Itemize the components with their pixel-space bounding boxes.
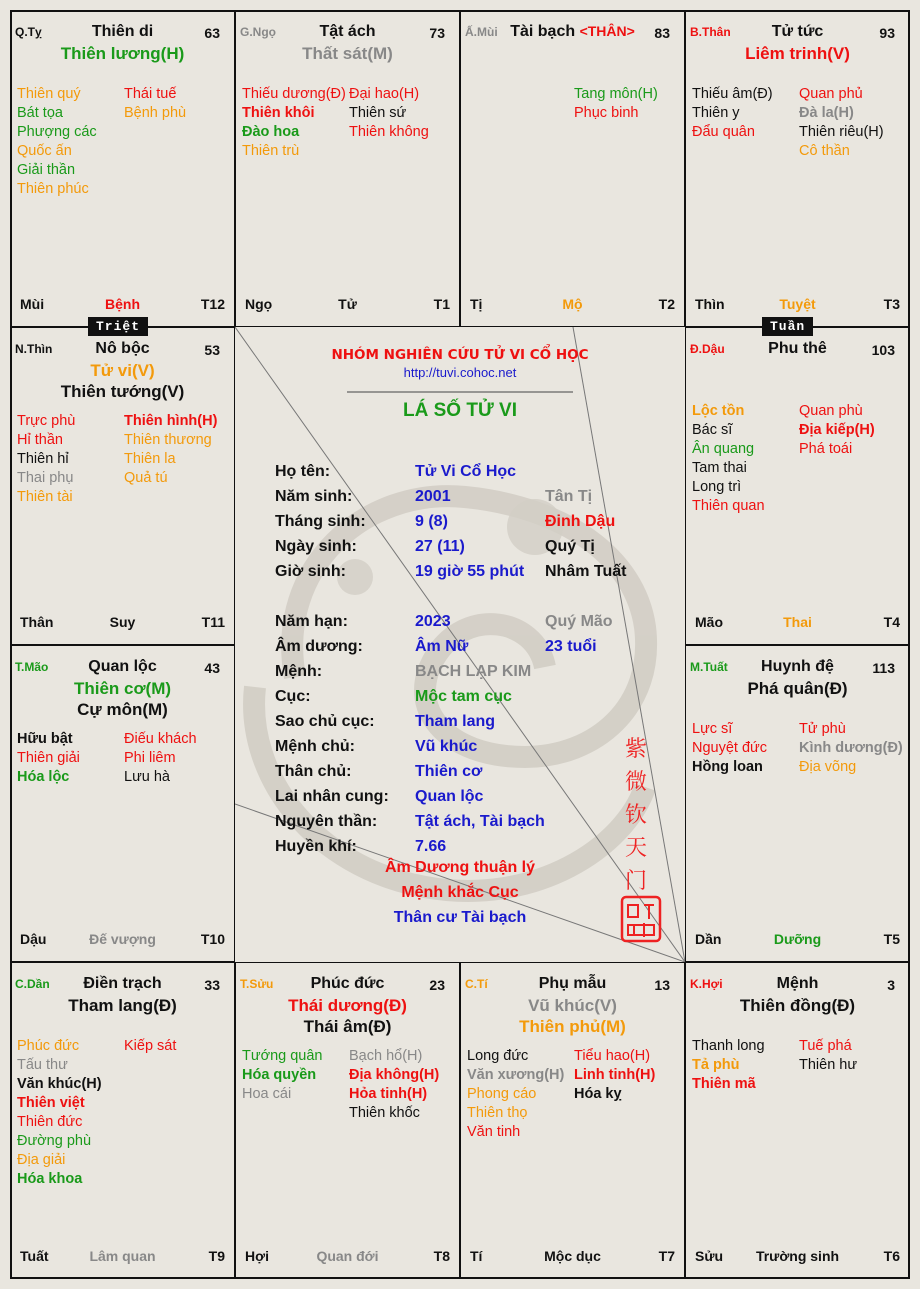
palace-stem-branch: T.Sửu xyxy=(240,977,274,991)
palace-stem-branch: M.Tuất xyxy=(690,660,728,674)
info-value: BẠCH LẠP KIM xyxy=(415,663,532,680)
info-label: Mệnh chủ: xyxy=(275,738,355,755)
minor-stars-right xyxy=(124,412,217,488)
palace-tu-tuc[interactable] xyxy=(685,10,910,327)
life-stage: Bệnh xyxy=(105,296,140,312)
minor-star: Tướng quân xyxy=(242,1048,323,1064)
minor-stars-left xyxy=(692,85,773,142)
palace-phu-mau[interactable] xyxy=(460,962,685,1279)
palace-period: T2 xyxy=(658,296,675,312)
minor-star: Long trì xyxy=(692,479,742,495)
minor-star: Cô thần xyxy=(799,143,850,159)
minor-star: Địa võng xyxy=(799,759,857,775)
palace-branch: Hợi xyxy=(245,1248,269,1264)
palace-name: Huynh đệ xyxy=(761,658,834,675)
palace-branch: Tí xyxy=(470,1248,483,1264)
life-stage: Dưỡng xyxy=(773,931,822,947)
info-value: Tật ách, Tài bạch xyxy=(415,813,545,830)
info-label: Họ tên: xyxy=(275,463,331,480)
info-row xyxy=(275,534,675,559)
palace-age: 73 xyxy=(429,25,445,41)
info-row xyxy=(275,834,675,859)
palace-age: 113 xyxy=(872,660,895,676)
palace-stem-branch: C.Tí xyxy=(465,977,488,991)
info-value-2: 23 tuổi xyxy=(545,638,597,655)
minor-star: Thái tuế xyxy=(124,86,177,102)
seal-char: 门 xyxy=(624,868,647,893)
life-stage: Tuyệt xyxy=(779,296,816,312)
palace-branch: Mão xyxy=(695,614,723,630)
minor-star: Kình dương(Đ) xyxy=(799,740,903,756)
chart-conclusion: Mệnh khắc Cục xyxy=(401,884,519,901)
info-row xyxy=(275,734,675,759)
info-label: Lai nhân cung: xyxy=(275,788,389,805)
minor-stars-left xyxy=(17,85,97,199)
palace-stem-branch: G.Ngọ xyxy=(240,25,276,39)
minor-star: Thiên không xyxy=(349,124,429,140)
palace-age: 93 xyxy=(879,25,895,41)
palace-tai-bach[interactable] xyxy=(460,10,685,327)
palace-thien-di[interactable] xyxy=(10,10,235,327)
minor-stars-left xyxy=(17,1037,102,1189)
minor-star: Thiên hỉ xyxy=(17,451,69,467)
life-stage: Quan đới xyxy=(316,1248,379,1264)
minor-star: Tấu thư xyxy=(17,1057,68,1073)
minor-star: Hỉ thần xyxy=(17,432,63,448)
info-row xyxy=(275,659,675,684)
info-value: Mộc tam cục xyxy=(415,688,512,705)
minor-star: Linh tinh(H) xyxy=(574,1067,656,1083)
minor-star: Tử phù xyxy=(799,721,846,737)
minor-stars-left xyxy=(17,730,80,787)
minor-star: Thiên trù xyxy=(242,143,300,159)
info-label: Huyền khí: xyxy=(275,838,357,855)
minor-star: Địa không(H) xyxy=(349,1067,440,1083)
palace-phuc-duc[interactable] xyxy=(235,962,460,1279)
minor-star: Bác sĩ xyxy=(692,422,733,438)
palace-name: Nô bộc xyxy=(95,340,150,357)
palace-period: T11 xyxy=(201,614,225,630)
minor-star: Thiên sứ xyxy=(349,105,407,121)
chart-conclusion: Âm Dương thuận lý xyxy=(384,859,536,876)
info-row xyxy=(275,559,675,584)
palace-period: T9 xyxy=(208,1248,225,1264)
palace-huynh-de[interactable] xyxy=(685,645,910,962)
palace-name: Phúc đức xyxy=(310,975,385,992)
palace-stem-branch: Q.Tỵ xyxy=(15,25,42,39)
palace-stem-branch: Đ.Dậu xyxy=(690,342,725,356)
minor-stars-right xyxy=(349,1047,439,1123)
website-url[interactable]: http://tuvi.cohoc.net xyxy=(403,365,517,380)
minor-star: Bát tọa xyxy=(17,105,63,121)
palace-period: T10 xyxy=(200,931,225,947)
minor-star: Văn xương(H) xyxy=(467,1067,565,1083)
palace-branch: Ngọ xyxy=(245,296,273,312)
info-label: Thân chủ: xyxy=(275,763,352,780)
info-value: 2001 xyxy=(415,488,451,505)
main-star: Thiên tướng(V) xyxy=(60,382,185,401)
minor-star: Tang môn(H) xyxy=(574,86,658,102)
minor-star: Thiên thọ xyxy=(467,1105,528,1121)
minor-star: Thiếu dương(Đ) xyxy=(242,86,346,102)
palace-stem-branch: N.Thìn xyxy=(15,342,53,356)
main-star: Cự môn(M) xyxy=(77,700,168,719)
triet-tag: Triệt xyxy=(88,317,148,336)
chart-conclusion: Thân cư Tài bạch xyxy=(393,909,527,926)
info-value: 2023 xyxy=(415,613,451,630)
minor-star: Phi liêm xyxy=(124,750,176,766)
minor-stars-right xyxy=(349,85,429,142)
minor-star: Thiên khốc xyxy=(349,1105,420,1121)
info-label: Âm dương: xyxy=(275,638,363,655)
palace-period: T1 xyxy=(433,296,450,312)
palace-period: T12 xyxy=(200,296,225,312)
life-stage: Trường sinh xyxy=(755,1248,840,1264)
info-row xyxy=(275,484,675,509)
minor-star: Địa giải xyxy=(17,1152,66,1168)
minor-star: Thiên quan xyxy=(692,498,765,514)
main-star: Thiên cơ(M) xyxy=(73,679,172,698)
info-row xyxy=(275,634,675,659)
minor-star: Hoa cái xyxy=(242,1086,292,1102)
minor-star: Trực phù xyxy=(17,413,76,429)
info-row xyxy=(275,709,675,734)
minor-star: Thiên phúc xyxy=(17,181,89,197)
minor-star: Thiên la xyxy=(124,451,176,467)
minor-star: Thiên tài xyxy=(17,489,73,505)
life-stage: Đế vượng xyxy=(89,931,156,947)
palace-period: T4 xyxy=(883,614,900,630)
minor-star: Phong cáo xyxy=(467,1086,537,1102)
main-stars xyxy=(236,995,459,1037)
palace-age: 33 xyxy=(204,977,220,993)
minor-stars-right xyxy=(799,720,903,777)
minor-star: Thiên đức xyxy=(17,1114,83,1130)
palace-branch: Thân xyxy=(20,614,54,630)
info-value-2: Quý Tị xyxy=(545,538,595,555)
minor-star: Hóa quyền xyxy=(242,1067,317,1083)
minor-stars-right xyxy=(124,85,186,123)
palace-quan-loc[interactable] xyxy=(10,645,235,962)
info-row xyxy=(275,684,675,709)
seal-stamp xyxy=(620,895,662,943)
minor-star: Nguyệt đức xyxy=(692,740,767,756)
seal-char: 天 xyxy=(624,835,647,860)
seal-char: 钦 xyxy=(624,802,647,827)
minor-stars-left xyxy=(242,85,346,161)
info-value-2: Nhâm Tuất xyxy=(545,563,627,580)
main-stars xyxy=(686,43,909,64)
palace-branch: Thìn xyxy=(695,296,725,312)
minor-stars-right xyxy=(574,85,658,123)
info-value: Vũ khúc xyxy=(415,738,478,755)
minor-star: Thiếu âm(Đ) xyxy=(692,86,773,102)
minor-star: Phá toái xyxy=(799,441,853,457)
main-star: Tử vi(V) xyxy=(90,361,155,380)
minor-star: Thiên khôi xyxy=(242,105,315,121)
minor-stars-right xyxy=(799,85,884,161)
info-row xyxy=(275,459,675,484)
main-star: Thất sát(M) xyxy=(302,44,393,63)
minor-star: Hữu bật xyxy=(17,731,73,747)
palace-dien-trach[interactable] xyxy=(10,962,235,1279)
minor-star: Lưu hà xyxy=(124,769,170,785)
palace-name: Tật ách xyxy=(319,23,376,40)
minor-star: Bệnh phù xyxy=(124,105,187,121)
minor-stars-left xyxy=(692,402,765,516)
minor-star: Quả tú xyxy=(124,470,168,486)
seal-char: 微 xyxy=(624,769,647,794)
palace-no-boc[interactable] xyxy=(10,327,235,645)
minor-star: Hóa khoa xyxy=(17,1171,83,1187)
minor-star: Văn tinh xyxy=(467,1124,521,1140)
minor-star: Quan phù xyxy=(799,403,863,419)
minor-stars-left xyxy=(17,412,75,507)
palace-name: Quan lộc xyxy=(88,658,157,675)
minor-stars-left xyxy=(692,1037,765,1094)
info-value-2: Quý Mão xyxy=(545,613,613,630)
info-label: Sao chủ cục: xyxy=(275,713,375,730)
main-stars xyxy=(11,678,234,720)
palace-age: 23 xyxy=(429,977,445,993)
palace-branch: Dần xyxy=(695,931,722,947)
minor-star: Ân quang xyxy=(692,441,755,457)
info-value: Tử Vi Cổ Học xyxy=(415,463,517,480)
minor-star: Tuế phá xyxy=(799,1038,852,1054)
palace-age: 103 xyxy=(871,342,895,358)
palace-branch: Tị xyxy=(470,296,483,312)
minor-stars-right xyxy=(124,730,197,787)
minor-star: Lộc tồn xyxy=(692,403,745,419)
info-label: Mệnh: xyxy=(275,663,323,680)
minor-star: Hồng loan xyxy=(692,759,763,775)
group-name: NHÓM NGHIÊN CỨU TỬ VI CỔ HỌC xyxy=(331,347,589,363)
info-row xyxy=(275,509,675,534)
info-label: Tháng sinh: xyxy=(275,513,366,530)
info-value: 27 (11) xyxy=(415,538,465,555)
minor-star: Thiên quý xyxy=(17,86,81,102)
minor-star: Kiếp sát xyxy=(124,1038,177,1054)
main-star: Phá quân(Đ) xyxy=(747,679,848,698)
minor-star: Tả phù xyxy=(692,1057,740,1073)
life-stage: Mộc dục xyxy=(544,1248,601,1264)
palace-age: 53 xyxy=(204,342,220,358)
minor-star: Quan phủ xyxy=(799,86,863,102)
main-star: Thiên lương(H) xyxy=(60,44,185,63)
palace-name: Thiên di xyxy=(91,23,154,40)
info-value: Thiên cơ xyxy=(415,763,483,780)
minor-stars-right xyxy=(799,402,875,459)
palace-name: Tử tức xyxy=(771,23,824,40)
palace-period: T6 xyxy=(883,1248,900,1264)
info-row xyxy=(275,759,675,784)
chart-title: LÁ SỐ TỬ VI xyxy=(403,400,517,421)
minor-star: Thiên giải xyxy=(17,750,80,766)
minor-star: Tiểu hao(H) xyxy=(574,1048,651,1064)
main-stars xyxy=(11,43,234,64)
minor-star: Đẩu quân xyxy=(692,124,755,140)
info-value-2: Tân Tị xyxy=(545,488,593,505)
minor-star: Thai phụ xyxy=(17,470,74,486)
minor-star: Bạch hổ(H) xyxy=(349,1048,423,1064)
palace-age: 43 xyxy=(204,660,220,676)
palace-stem-branch: K.Hợi xyxy=(690,977,723,991)
minor-star: Thiên việt xyxy=(17,1095,85,1111)
palace-stem-branch: C.Dần xyxy=(15,977,50,991)
info-row xyxy=(275,584,675,609)
palace-branch: Dậu xyxy=(20,931,47,947)
life-stage: Tử xyxy=(338,296,357,312)
minor-star: Lực sĩ xyxy=(692,721,733,737)
minor-star: Thanh long xyxy=(692,1038,765,1054)
minor-star: Thiên riêu(H) xyxy=(799,124,884,140)
palace-name: Phu thê xyxy=(768,340,827,357)
minor-star: Điếu khách xyxy=(124,731,197,747)
info-label: Năm hạn: xyxy=(275,613,348,630)
info-label: Nguyên thần: xyxy=(275,813,378,830)
minor-star: Địa kiếp(H) xyxy=(799,422,875,438)
minor-star: Giải thần xyxy=(17,162,76,178)
palace-age: 83 xyxy=(654,25,670,41)
info-label: Giờ sinh: xyxy=(275,563,346,580)
minor-star: Thiên hình(H) xyxy=(124,413,218,429)
minor-star: Tam thai xyxy=(692,460,747,476)
seal-char: 紫 xyxy=(624,736,647,761)
palace-period: T5 xyxy=(883,931,900,947)
tuan-tag: Tuần xyxy=(762,317,813,336)
palace-name: Tài bạch <THÂN> xyxy=(510,23,635,40)
palace-menh[interactable] xyxy=(685,962,910,1279)
main-stars xyxy=(11,360,234,402)
minor-star: Hỏa tinh(H) xyxy=(349,1086,428,1102)
info-label: Cục: xyxy=(275,688,311,705)
minor-star: Đại hao(H) xyxy=(349,86,420,102)
info-value: Tham lang xyxy=(415,713,496,730)
minor-star: Thiên thương xyxy=(124,432,212,448)
main-star: Thiên phủ(M) xyxy=(519,1017,626,1036)
palace-age: 13 xyxy=(654,977,670,993)
minor-star: Hóa kỵ xyxy=(574,1086,622,1102)
palace-period: T7 xyxy=(658,1248,675,1264)
palace-tat-ach[interactable] xyxy=(235,10,460,327)
palace-branch: Sửu xyxy=(695,1248,724,1264)
main-stars xyxy=(461,995,684,1037)
minor-star: Thiên y xyxy=(692,105,740,121)
info-value: 9 (8) xyxy=(415,513,448,530)
minor-stars-right xyxy=(799,1037,857,1075)
main-stars xyxy=(686,678,909,699)
palace-phu-the[interactable] xyxy=(685,327,910,645)
minor-star: Thiên hư xyxy=(799,1057,858,1073)
main-star: Thiên đồng(Đ) xyxy=(739,996,856,1015)
info-value: Âm Nữ xyxy=(415,638,469,655)
palace-age: 3 xyxy=(887,977,895,993)
minor-star: Đà la(H) xyxy=(799,105,854,121)
minor-stars-right xyxy=(574,1047,655,1104)
minor-star: Văn khúc(H) xyxy=(17,1076,102,1092)
palace-stem-branch: T.Mão xyxy=(15,660,49,674)
info-row xyxy=(275,809,675,834)
palace-branch: Mùi xyxy=(20,296,45,312)
palace-period: T8 xyxy=(433,1248,450,1264)
main-star: Thái âm(Đ) xyxy=(303,1017,392,1036)
seal-text xyxy=(619,732,653,897)
main-star: Tham lang(Đ) xyxy=(68,996,177,1015)
info-row xyxy=(275,609,675,634)
minor-star: Quốc ấn xyxy=(17,143,72,159)
palace-name: Phụ mẫu xyxy=(538,975,607,992)
info-row xyxy=(275,784,675,809)
palace-name: Điền trạch xyxy=(83,975,162,992)
minor-star: Phục binh xyxy=(574,105,639,121)
life-stage: Thai xyxy=(783,614,812,630)
minor-stars-right xyxy=(124,1037,176,1056)
info-value-2: Đinh Dậu xyxy=(545,513,616,530)
minor-stars-left xyxy=(692,720,767,777)
palace-period: T3 xyxy=(883,296,900,312)
info-value: 19 giờ 55 phút xyxy=(415,563,525,580)
palace-stem-branch: B.Thân xyxy=(690,25,731,39)
main-stars xyxy=(236,43,459,64)
info-value: Quan lộc xyxy=(415,788,484,805)
minor-star: Long đức xyxy=(467,1048,529,1064)
minor-star: Phúc đức xyxy=(17,1038,80,1054)
minor-star: Đường phù xyxy=(17,1133,92,1149)
palace-name: Mệnh xyxy=(776,975,819,992)
palace-branch: Tuất xyxy=(20,1248,49,1264)
minor-star: Thiên mã xyxy=(692,1076,756,1092)
minor-star: Hóa lộc xyxy=(17,769,70,785)
palace-age: 63 xyxy=(204,25,220,41)
center-panel xyxy=(235,327,685,962)
info-label: Năm sinh: xyxy=(275,488,353,505)
life-stage: Lâm quan xyxy=(89,1248,156,1264)
info-value: 7.66 xyxy=(415,838,447,855)
main-stars xyxy=(11,995,234,1016)
life-stage: Mộ xyxy=(562,296,583,312)
main-star: Thái dương(Đ) xyxy=(288,996,407,1015)
than-marker: <THÂN> xyxy=(579,23,635,39)
life-stage: Suy xyxy=(109,614,136,630)
minor-star: Đào hoa xyxy=(242,124,300,140)
palace-stem-branch: Ấ.Mùi xyxy=(465,25,498,39)
main-star: Liêm trinh(V) xyxy=(745,44,850,63)
main-stars xyxy=(686,995,909,1016)
info-label: Ngày sinh: xyxy=(275,538,357,555)
minor-stars-left xyxy=(467,1047,564,1142)
main-star: Vũ khúc(V) xyxy=(528,996,617,1015)
minor-star: Phượng các xyxy=(17,124,97,140)
minor-stars-left xyxy=(242,1047,323,1104)
